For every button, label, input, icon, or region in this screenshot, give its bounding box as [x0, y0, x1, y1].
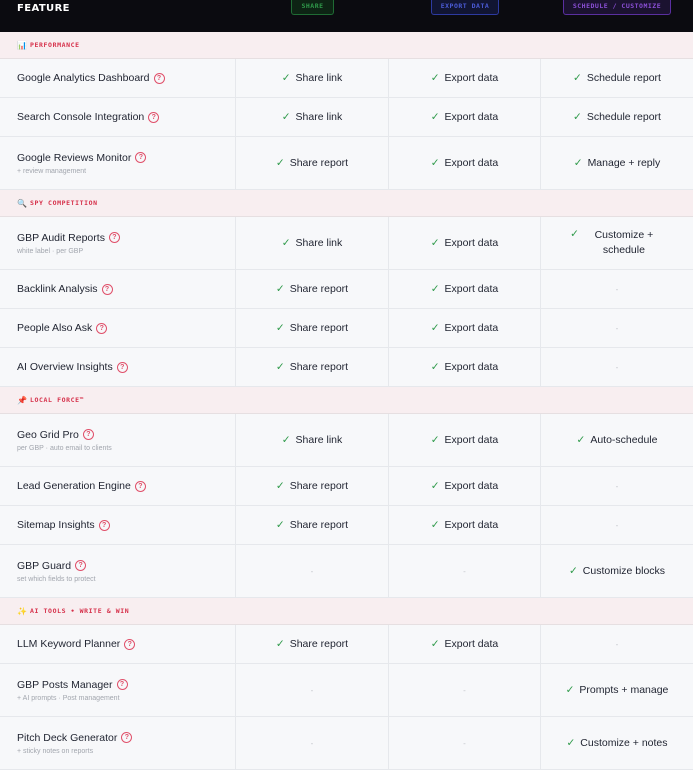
export-label: Export data [444, 237, 499, 249]
feature-name [17, 560, 86, 572]
share-cell [236, 467, 389, 505]
table-row [0, 414, 693, 467]
share-value [276, 361, 348, 373]
export-value [431, 434, 499, 446]
feature-cell [0, 414, 236, 466]
check-icon: ✓ [430, 638, 440, 650]
feature-cell [0, 98, 236, 136]
feature-label: Google Reviews Monitor [17, 151, 132, 164]
export-cell [389, 348, 541, 386]
export-value [431, 480, 499, 492]
help-icon[interactable]: ? [154, 73, 165, 84]
empty-dash: - [615, 481, 619, 491]
feature-label: LLM Keyword Planner [17, 638, 121, 650]
feature-subtitle: + AI prompts · Post management [17, 694, 120, 702]
feature-cell [0, 309, 236, 347]
check-icon: ✓ [430, 322, 440, 334]
feature-name [17, 111, 159, 123]
export-label: Export data [444, 519, 499, 531]
share-cell [236, 270, 389, 308]
magnifier-icon: 🔍 [17, 198, 27, 208]
empty-dash: - [463, 685, 466, 695]
check-icon: ✓ [430, 111, 440, 123]
schedule-value [570, 228, 664, 258]
help-icon[interactable]: ? [83, 429, 94, 440]
share-label: Share link [295, 237, 343, 249]
table-row [0, 59, 693, 98]
export-cell [389, 414, 541, 466]
check-icon: ✓ [430, 72, 440, 84]
empty-dash: - [615, 323, 619, 333]
help-icon[interactable]: ? [99, 520, 110, 531]
share-cell [236, 717, 389, 769]
feature-cell [0, 217, 236, 269]
check-icon: ✓ [275, 519, 285, 531]
check-icon: ✓ [275, 638, 285, 650]
export-cell [389, 664, 541, 716]
export-label: Export data [444, 111, 499, 123]
help-icon[interactable]: ? [102, 284, 113, 295]
table-row [0, 467, 693, 506]
empty-dash: - [615, 284, 619, 294]
schedule-label: Customize + schedule [594, 229, 654, 256]
export-label: Export data [444, 638, 499, 650]
check-icon: ✓ [281, 111, 291, 123]
feature-subtitle: white label · per GBP [17, 247, 84, 255]
check-icon: ✓ [275, 283, 285, 295]
feature-subtitle: per GBP · auto email to clients [17, 444, 112, 452]
feature-cell [0, 664, 236, 716]
feature-name [17, 361, 128, 373]
share-cell [236, 625, 389, 663]
feature-label: AI Overview Insights [17, 361, 113, 373]
share-label: Share report [289, 322, 349, 334]
check-icon: ✓ [570, 228, 579, 240]
table-row [0, 98, 693, 137]
section-header [0, 32, 693, 59]
check-icon: ✓ [430, 237, 440, 249]
schedule-label: Customize + notes [580, 737, 668, 749]
feature-cell [0, 467, 236, 505]
sparkles-icon: ✨ [17, 606, 27, 616]
feature-name [17, 322, 107, 334]
feature-label: Lead Generation Engine [17, 480, 131, 492]
schedule-cell [541, 664, 693, 716]
feature-subtitle: + review management [17, 167, 87, 175]
schedule-value [573, 111, 661, 123]
schedule-value [574, 157, 660, 169]
share-value [282, 72, 343, 84]
schedule-cell [541, 59, 693, 97]
schedule-label: Manage + reply [587, 157, 661, 169]
share-label: Share report [289, 519, 349, 531]
share-value [276, 322, 348, 334]
empty-dash: - [310, 738, 314, 748]
schedule-value [566, 684, 669, 696]
share-cell [236, 414, 389, 466]
share-cell [236, 98, 389, 136]
export-value [431, 322, 499, 334]
table-row [0, 348, 693, 387]
empty-dash: - [615, 639, 619, 649]
check-icon: ✓ [430, 519, 440, 531]
section-header [0, 387, 693, 414]
help-icon[interactable]: ? [148, 112, 159, 123]
feature-label: Search Console Integration [17, 111, 145, 123]
schedule-cell [541, 217, 693, 269]
feature-name [17, 72, 165, 84]
check-icon: ✓ [430, 480, 440, 492]
share-cell [236, 545, 389, 597]
schedule-cell [541, 414, 693, 466]
feature-name [17, 429, 94, 441]
empty-dash: - [463, 738, 466, 748]
export-column-header: EXPORT DATA [431, 0, 500, 15]
share-value [276, 480, 348, 492]
share-label: Share report [289, 638, 349, 650]
export-value [431, 519, 499, 531]
schedule-value [573, 72, 661, 84]
schedule-cell [541, 98, 693, 136]
section-title: SPY COMPETITION [30, 199, 98, 207]
table-row [0, 137, 693, 190]
schedule-value [569, 565, 665, 577]
table-row [0, 506, 693, 545]
export-cell [389, 59, 541, 97]
feature-label: Sitemap Insights [17, 519, 95, 531]
feature-cell [0, 137, 236, 189]
feature-name [17, 283, 113, 295]
export-label: Export data [444, 157, 499, 169]
export-label: Export data [444, 361, 499, 373]
export-cell [389, 309, 541, 347]
feature-name [17, 519, 110, 531]
table-header [0, 0, 693, 32]
check-icon: ✓ [573, 72, 582, 84]
empty-dash: - [463, 566, 466, 576]
share-label: Share report [289, 283, 349, 295]
section-title: PERFORMANCE [30, 41, 80, 49]
feature-label: GBP Posts Manager [17, 678, 113, 691]
empty-dash: - [310, 566, 314, 576]
share-cell [236, 59, 389, 97]
check-icon: ✓ [275, 361, 285, 373]
export-value [431, 638, 499, 650]
share-value [282, 237, 343, 249]
schedule-label: Customize blocks [582, 565, 666, 577]
feature-label: Google Analytics Dashboard [17, 72, 150, 84]
help-icon[interactable]: ? [135, 152, 146, 163]
schedule-cell [541, 625, 693, 663]
share-cell [236, 664, 389, 716]
section-title: AI TOOLS • WRITE & WIN [30, 607, 130, 615]
export-cell [389, 467, 541, 505]
feature-cell [0, 717, 236, 769]
check-icon: ✓ [275, 480, 285, 492]
feature-name [17, 152, 146, 164]
share-value [276, 638, 348, 650]
feature-cell [0, 506, 236, 544]
schedule-label: Schedule report [586, 72, 661, 84]
check-icon: ✓ [573, 157, 583, 169]
feature-subtitle: + sticky notes on reports [17, 747, 94, 755]
share-cell [236, 309, 389, 347]
help-icon[interactable]: ? [117, 679, 128, 690]
feature-comparison-table [0, 32, 693, 770]
share-cell [236, 217, 389, 269]
help-icon[interactable]: ? [96, 323, 107, 334]
feature-label: People Also Ask [17, 322, 93, 334]
check-icon: ✓ [275, 157, 285, 169]
feature-name [17, 232, 120, 244]
check-icon: ✓ [430, 283, 440, 295]
share-label: Share report [289, 361, 349, 373]
export-value [431, 111, 499, 123]
feature-cell [0, 625, 236, 663]
check-icon: ✓ [566, 737, 576, 749]
share-cell [236, 506, 389, 544]
table-row [0, 625, 693, 664]
feature-label: GBP Guard [17, 559, 72, 572]
feature-cell [0, 348, 236, 386]
table-row [0, 717, 693, 770]
empty-dash: - [615, 362, 619, 372]
schedule-cell [541, 545, 693, 597]
feature-name [17, 732, 132, 744]
check-icon: ✓ [576, 434, 586, 446]
check-icon: ✓ [275, 322, 285, 334]
share-label: Share report [289, 480, 349, 492]
export-label: Export data [444, 480, 499, 492]
schedule-cell [541, 348, 693, 386]
schedule-cell [541, 467, 693, 505]
schedule-cell [541, 137, 693, 189]
check-icon: ✓ [281, 237, 291, 249]
export-label: Export data [444, 283, 499, 295]
check-icon: ✓ [430, 361, 440, 373]
help-icon[interactable]: ? [109, 232, 120, 243]
feature-label: GBP Audit Reports [17, 231, 105, 244]
help-icon[interactable]: ? [135, 481, 146, 492]
check-icon: ✓ [430, 157, 440, 169]
check-icon: ✓ [565, 684, 575, 696]
schedule-cell [541, 717, 693, 769]
table-row [0, 217, 693, 270]
schedule-value [577, 434, 658, 446]
table-row [0, 270, 693, 309]
share-label: Share report [289, 157, 349, 169]
export-value [431, 283, 499, 295]
export-label: Export data [444, 72, 499, 84]
check-icon: ✓ [573, 111, 582, 123]
export-cell [389, 545, 541, 597]
section-header [0, 598, 693, 625]
check-icon: ✓ [568, 565, 578, 577]
empty-dash: - [310, 685, 314, 695]
share-value [276, 283, 348, 295]
feature-cell [0, 270, 236, 308]
feature-label: Backlink Analysis [17, 283, 98, 295]
feature-label: Pitch Deck Generator [17, 731, 118, 744]
schedule-value [566, 737, 667, 749]
export-value [431, 361, 499, 373]
schedule-label: Prompts + manage [579, 684, 669, 696]
check-icon: ✓ [430, 434, 440, 446]
share-label: Share link [295, 434, 343, 446]
section-header [0, 190, 693, 217]
table-row [0, 309, 693, 348]
schedule-cell [541, 270, 693, 308]
share-value [276, 157, 348, 169]
export-cell [389, 217, 541, 269]
share-value [282, 111, 343, 123]
share-label: Share link [295, 111, 343, 123]
schedule-cell [541, 506, 693, 544]
export-value [431, 237, 499, 249]
export-value [431, 157, 499, 169]
export-cell [389, 137, 541, 189]
schedule-label: Auto-schedule [590, 434, 658, 446]
share-column-header: SHARE [291, 0, 333, 15]
help-icon[interactable]: ? [124, 639, 135, 650]
feature-label: Geo Grid Pro [17, 428, 79, 441]
empty-dash: - [615, 520, 619, 530]
share-value [282, 434, 343, 446]
feature-cell [0, 59, 236, 97]
help-icon[interactable]: ? [121, 732, 132, 743]
export-cell [389, 625, 541, 663]
table-row [0, 545, 693, 598]
help-icon[interactable]: ? [75, 560, 86, 571]
export-label: Export data [444, 434, 499, 446]
schedule-cell [541, 309, 693, 347]
feature-name [17, 679, 128, 691]
section-title: LOCAL FORCE™ [30, 396, 85, 404]
share-value [276, 519, 348, 531]
share-label: Share link [295, 72, 343, 84]
schedule-label: Schedule report [586, 111, 661, 123]
feature-name [17, 638, 135, 650]
table-row [0, 664, 693, 717]
feature-subtitle: set which fields to protect [17, 575, 96, 583]
schedule-column-header: SCHEDULE / CUSTOMIZE [563, 0, 671, 15]
bar-chart-icon: 📊 [17, 40, 27, 50]
export-label: Export data [444, 322, 499, 334]
check-icon: ✓ [281, 434, 291, 446]
pin-icon: 📌 [17, 395, 27, 405]
share-cell [236, 137, 389, 189]
export-cell [389, 270, 541, 308]
check-icon: ✓ [281, 72, 291, 84]
feature-name [17, 480, 146, 492]
export-value [431, 72, 499, 84]
export-cell [389, 98, 541, 136]
share-cell [236, 348, 389, 386]
feature-column-header: FEATURE [17, 3, 70, 14]
export-cell [389, 506, 541, 544]
feature-cell [0, 545, 236, 597]
export-cell [389, 717, 541, 769]
help-icon[interactable]: ? [117, 362, 128, 373]
